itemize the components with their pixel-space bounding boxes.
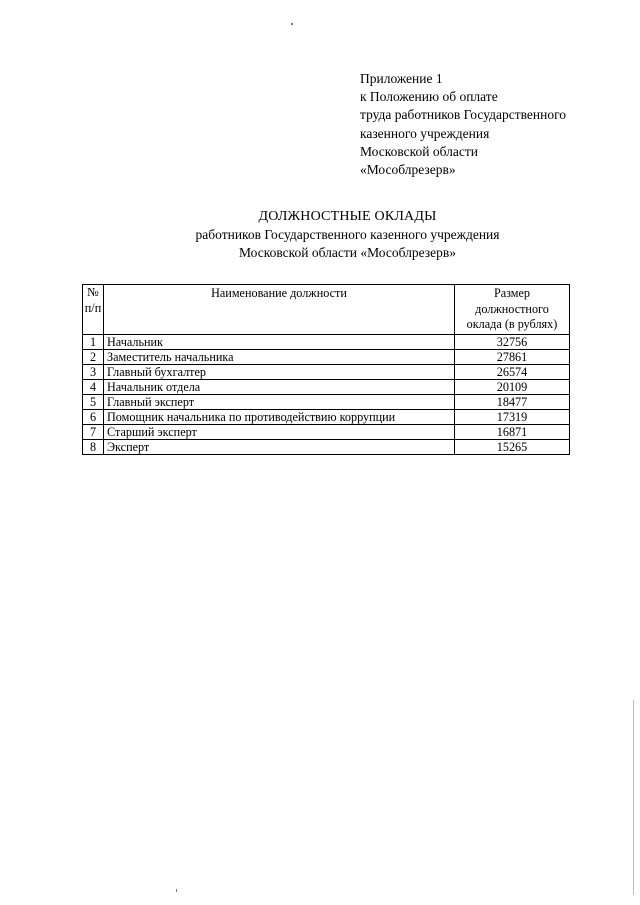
row-position: Старший эксперт [104,424,455,439]
document-title: ДОЛЖНОСТНЫЕ ОКЛАДЫ [258,209,437,224]
row-position: Эксперт [104,439,455,454]
row-position: Начальник [104,334,455,349]
row-salary: 32756 [455,334,570,349]
scan-artifact [633,700,634,895]
row-salary: 18477 [455,394,570,409]
document-subtitle-line-1: работников Государственного казенного учреждения [195,227,500,242]
appendix-line: труда работников Государственного [360,107,567,123]
table-row [83,394,570,409]
row-position: Помощник начальника по противодействию коррупции [104,409,455,424]
row-position: Главный бухгалтер [104,364,455,379]
table-row [83,379,570,394]
row-position: Начальник отдела [104,379,455,394]
document-subtitle-line-2: Московской области «Мособлрезерв» [238,245,456,260]
header-salary-line-3: оклада (в рублях) [466,317,558,331]
row-salary: 27861 [455,349,570,364]
row-number: 4 [83,379,104,394]
appendix-line: к Положению об оплате [360,89,498,105]
row-salary: 16871 [455,424,570,439]
row-number: 3 [83,364,104,379]
salary-table [82,284,570,455]
header-number [83,285,104,335]
row-salary: 26574 [455,364,570,379]
row-salary: 15265 [455,439,570,454]
appendix-line: «Мособлрезерв» [360,162,456,178]
table-row [83,424,570,439]
row-position: Главный эксперт [104,394,455,409]
row-number: 2 [83,349,104,364]
header-salary [455,285,570,335]
header-position-name: Наименование должности [104,285,455,335]
scan-artifact [291,23,293,25]
appendix-block [360,70,630,179]
row-salary: 20109 [455,379,570,394]
table-row [83,349,570,364]
header-number-line-2: п/п [84,300,102,315]
appendix-line: Московской области [360,143,479,159]
document-title-block [90,208,605,262]
scan-artifact [176,889,177,892]
table-row [83,334,570,349]
row-number: 8 [83,439,104,454]
table-row [83,439,570,454]
row-number: 1 [83,334,104,349]
row-salary: 17319 [455,409,570,424]
table-row [83,409,570,424]
table-header-row [83,285,570,335]
header-salary-line-2: должностного [475,301,549,316]
header-number-line-1: № [87,285,99,299]
appendix-line: Приложение 1 [360,71,443,86]
row-number: 6 [83,409,104,424]
row-position: Заместитель начальника [104,349,455,364]
row-number: 5 [83,394,104,409]
table-row [83,364,570,379]
row-number: 7 [83,424,104,439]
header-salary-line-1: Размер [493,286,531,300]
appendix-line: казенного учреждения [360,125,490,141]
